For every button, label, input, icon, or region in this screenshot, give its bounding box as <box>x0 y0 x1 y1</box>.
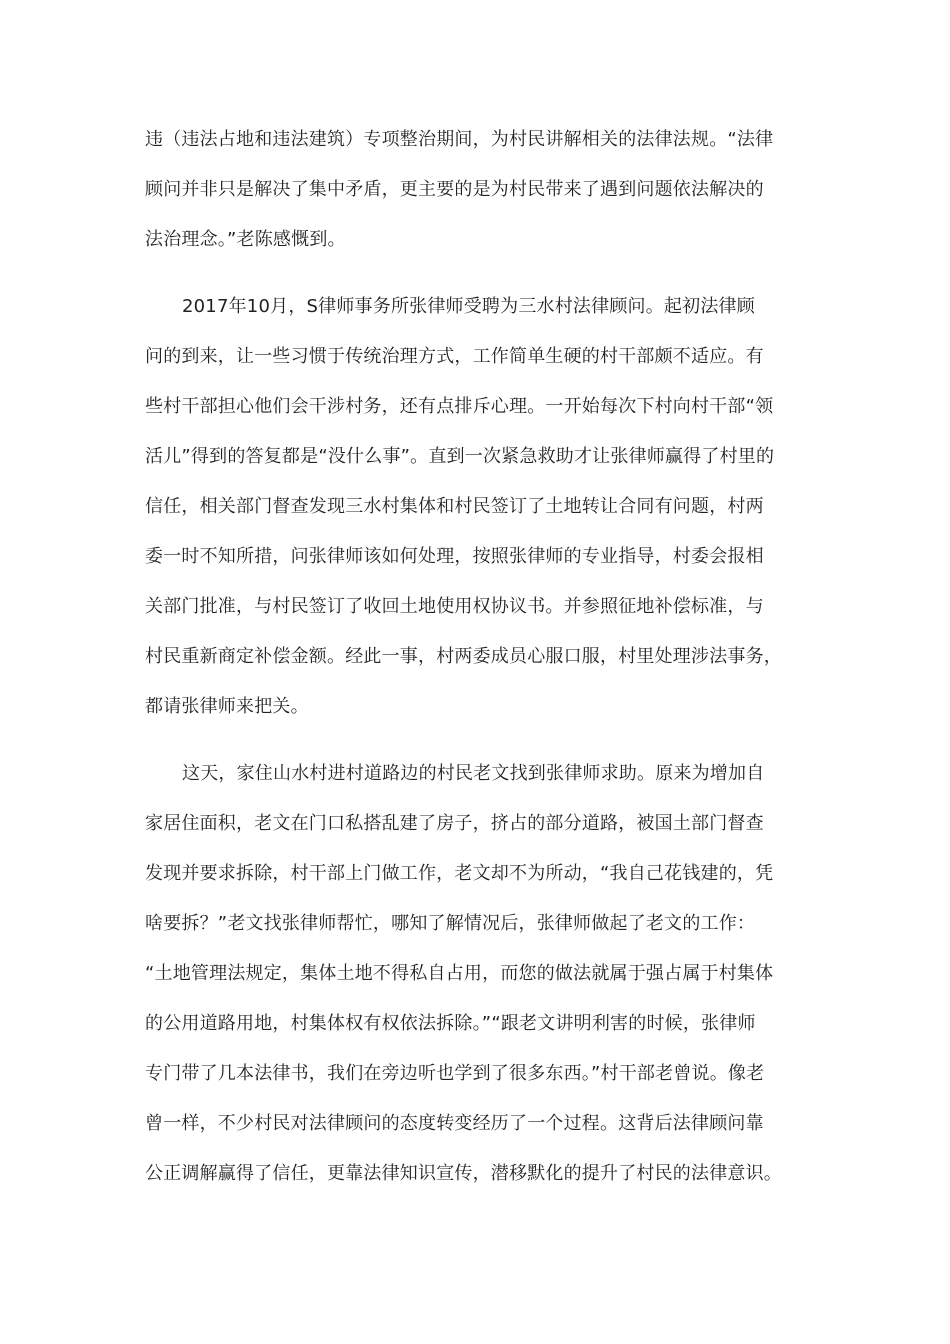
paragraph-1-line-3: 法治理念。”老陈感慨到。 <box>145 229 346 250</box>
paragraph-2-line-8: 村民重新商定补偿金额。经此一事，村两委成员心服口服，村里处理涉法事务， <box>145 646 782 667</box>
paragraph-2-line-4: 活儿”得到的答复都是“没什么事”。直到一次紧急救助才让张律师赢得了村里的 <box>145 446 775 467</box>
paragraph-2-line-3: 些村干部担心他们会干涉村务，还有点排斥心理。一开始每次下村向村干部“领 <box>145 396 774 417</box>
paragraph-3-line-9: 公正调解赢得了信任，更靠法律知识宣传，潜移默化的提升了村民的法律意识。 <box>145 1163 782 1184</box>
paragraph-3-line-4: 啥要拆？”老文找张律师帮忙，哪知了解情况后，张律师做起了老文的工作： <box>145 913 756 934</box>
paragraph-1-line-1: 违（违法占地和违法建筑）专项整治期间，为村民讲解相关的法律法规。“法律 <box>145 129 774 150</box>
paragraph-2-line-6: 委一时不知所措，问张律师该如何处理，按照张律师的专业指导，村委会报相 <box>145 546 764 567</box>
paragraph-1-line-2: 顾问并非只是解决了集中矛盾，更主要的是为村民带来了遇到问题依法解决的 <box>145 179 764 200</box>
paragraph-3-line-2: 家居住面积，老文在门口私搭乱建了房子，挤占的部分道路，被国土部门督查 <box>145 813 764 834</box>
paragraph-3-line-5: “土地管理法规定，集体土地不得私自占用，而您的做法就属于强占属于村集体 <box>145 963 774 984</box>
paragraph-3-line-6: 的公用道路用地，村集体权有权依法拆除。”“跟老文讲明利害的时候，张律师 <box>145 1013 756 1034</box>
paragraph-2-line-5: 信任，相关部门督查发现三水村集体和村民签订了土地转让合同有问题，村两 <box>145 496 764 517</box>
paragraph-2-line-9: 都请张律师来把关。 <box>145 696 309 717</box>
paragraph-3-line-1: 这天，家住山水村进村道路边的村民老文找到张律师求助。原来为增加自 <box>182 763 765 784</box>
paragraph-2-line-7: 关部门批准，与村民签订了收回土地使用权协议书。并参照征地补偿标准，与 <box>145 596 764 617</box>
paragraph-3-line-3: 发现并要求拆除，村干部上门做工作，老文却不为所动，“我自己花钱建的，凭 <box>145 863 774 884</box>
paragraph-2-line-1: 2017年10月，S律师事务所张律师受聘为三水村法律顾问。起初法律顾 <box>182 296 755 317</box>
paragraph-2-line-2: 问的到来，让一些习惯于传统治理方式，工作简单生硬的村干部颇不适应。有 <box>145 346 764 367</box>
paragraph-3-line-8: 曾一样，不少村民对法律顾问的态度转变经历了一个过程。这背后法律顾问靠 <box>145 1113 764 1134</box>
paragraph-3-line-7: 专门带了几本法律书，我们在旁边听也学到了很多东西。”村干部老曾说。像老 <box>145 1063 765 1084</box>
